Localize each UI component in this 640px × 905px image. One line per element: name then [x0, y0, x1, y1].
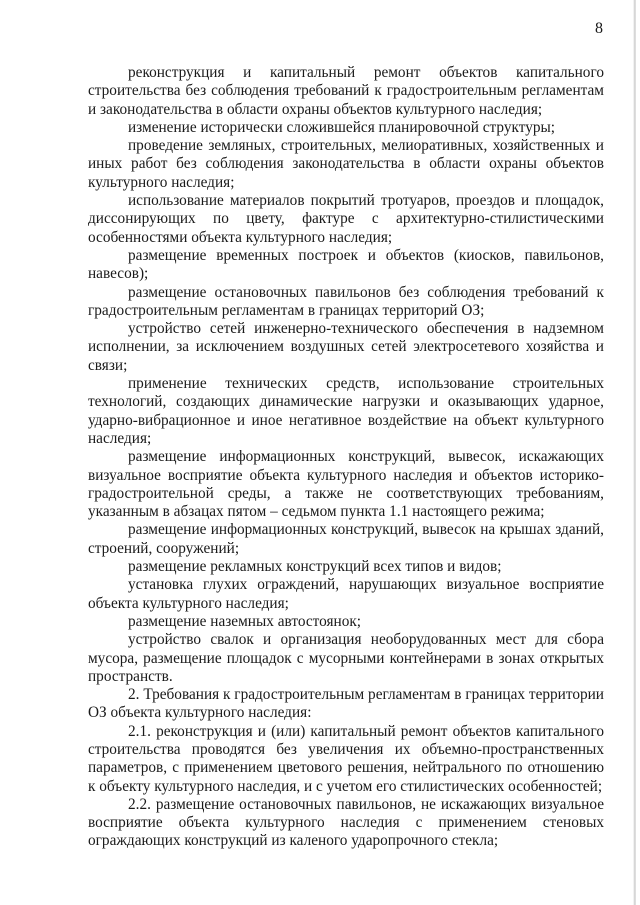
section-heading: 2. Требования к градостроительным регламентам в границах территории ОЗ объекта культурного наследия:	[88, 686, 604, 722]
document-body	[88, 64, 604, 851]
page-number: 8	[595, 20, 603, 37]
scan-page-edge	[633, 0, 636, 905]
paragraph: устройство свалок и организация необорудованных мест для сбора мусора, размещение площадок с мусорными контейнерами в зонах открытых пространств.	[88, 631, 604, 685]
paragraph: размещение информационных конструкций, вывесок, искажающих визуальное восприятие объекта культурного наследия и объектов историко-градостроительной среды, а также не соответствующих требованиям, указанным в абзацах пятом – седьмом пункта 1.1 настоящего режима;	[88, 448, 604, 521]
paragraph: использование материалов покрытий тротуаров, проездов и площадок, диссонирующих по цвету, фактуре с архитектурно-стилистическими особенностями объекта культурного наследия;	[88, 192, 604, 246]
paragraph: размещение наземных автостоянок;	[128, 612, 362, 630]
paragraph: размещение остановочных павильонов без соблюдения требований к градостроительным регламентам в границах территорий ОЗ;	[88, 283, 604, 319]
paragraph: изменение исторически сложившейся планировочной структуры;	[128, 118, 556, 136]
paragraph: проведение земляных, строительных, мелиоративных, хозяйственных и иных работ без соблюдения законодательства в области охраны объектов культурного наследия;	[88, 137, 604, 191]
paragraph: 2.2. размещение остановочных павильонов, не искажающих визуальное восприятие объекта культурного наследия с применением стеновых ограждающих конструкций из каленого ударопрочного стекла;	[88, 795, 604, 850]
paragraph: применение технических средств, использование строительных технологий, создающих динамические нагрузки и оказывающих ударное, ударно-вибрационное и иное негативное воздействие на объект культурного наследия;	[88, 375, 604, 447]
paragraph: устройство сетей инженерно-технического обеспечения в надземном исполнении, за исключением воздушных сетей электросетевого хозяйства и связи;	[88, 320, 604, 374]
paragraph: реконструкция и капитальный ремонт объектов капитального строительства без соблюдения требований к градостроительным регламентам и законодательства в области охраны объектов культурного наследия;	[88, 64, 604, 118]
paragraph: установка глухих ограждений, нарушающих визуальное восприятие объекта культурного наследия;	[88, 576, 604, 612]
paragraph: 2.1. реконструкция и (или) капитальный ремонт объектов капитального строительства проводятся без увеличения их объемно-пространственных параметров, с применением цветового решения, нейтрального по отношению к объекту культурного наследия, и с учетом его стилистических особенностей;	[88, 722, 604, 795]
paragraph: размещение рекламных конструкций всех типов и видов;	[128, 558, 502, 576]
paragraph: размещение временных построек и объектов (киосков, павильонов, навесов);	[88, 246, 604, 283]
paragraph: размещение информационных конструкций, вывесок на крышах зданий, строений, сооружений;	[88, 521, 604, 557]
